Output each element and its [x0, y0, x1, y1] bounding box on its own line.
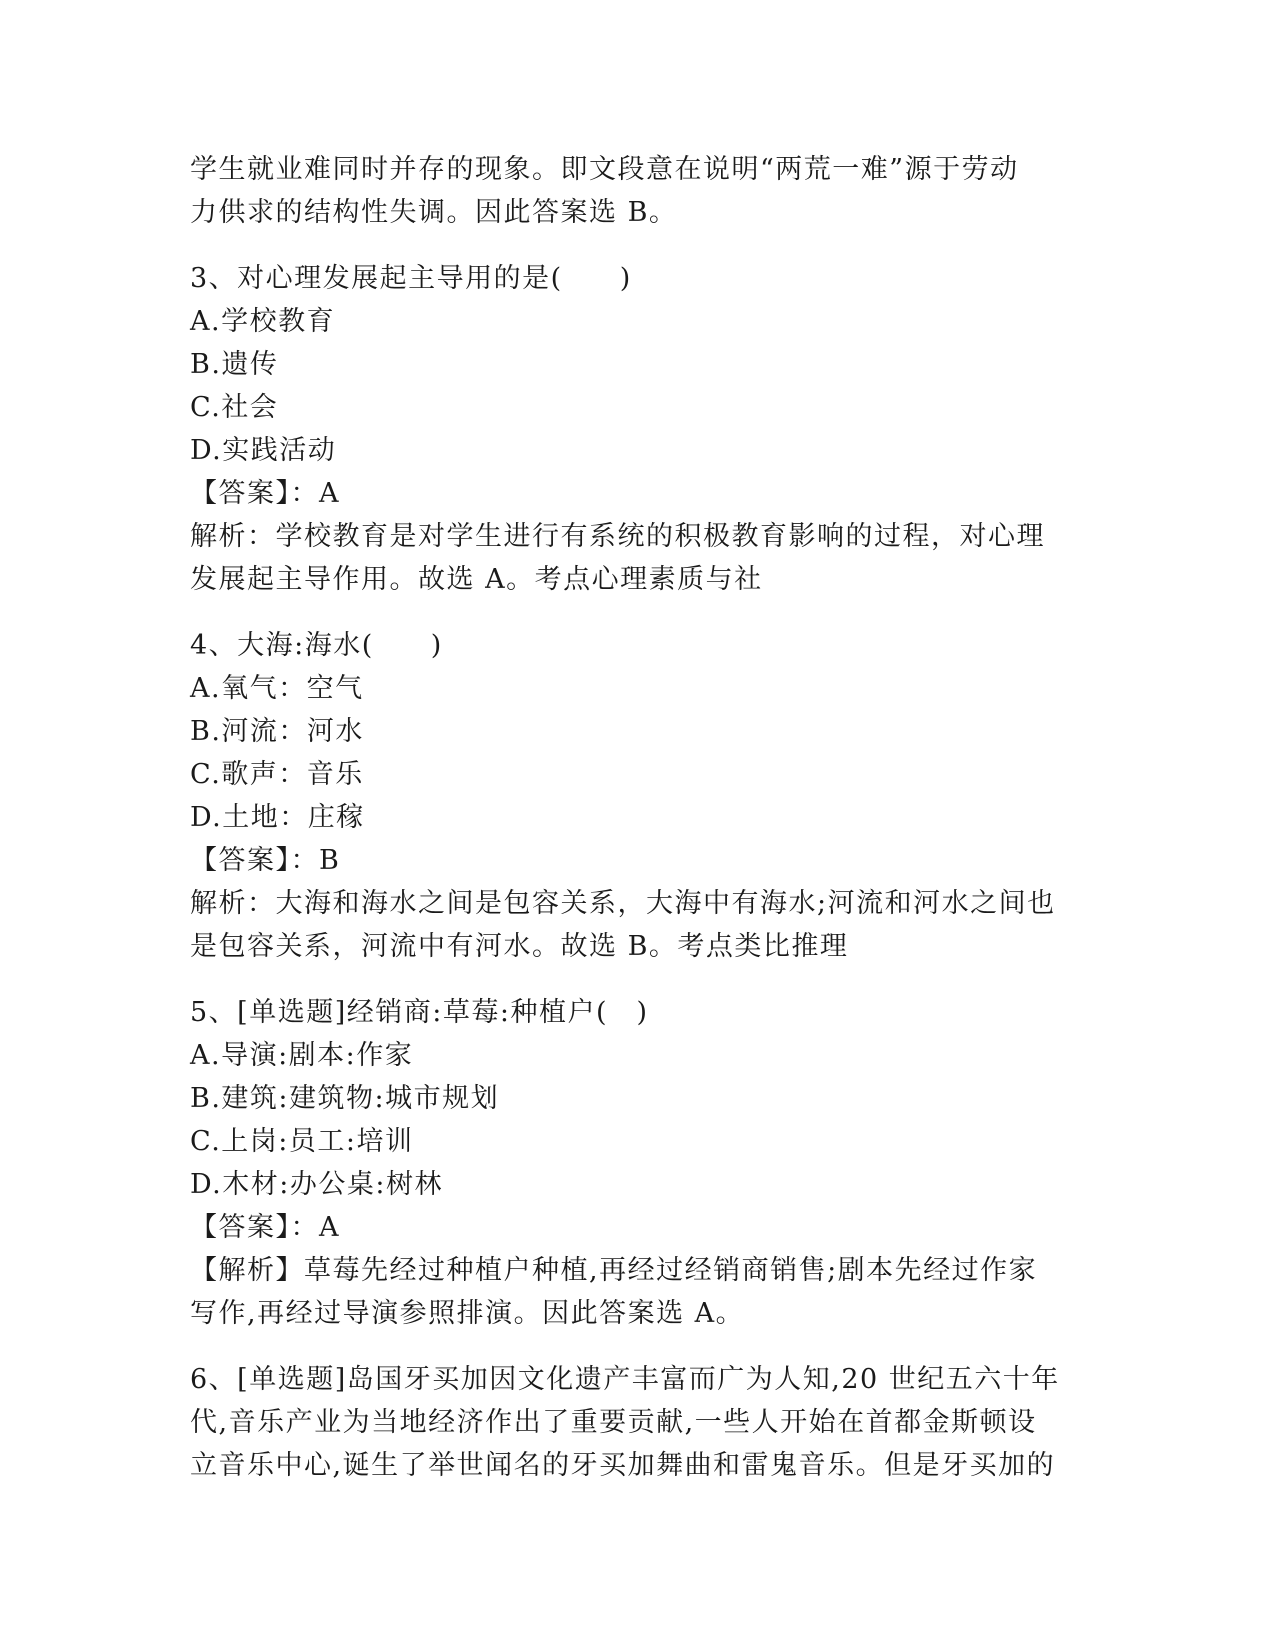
analysis-line: 【解析】草莓先经过种植户种植,再经过经销商销售;剧本先经过作家: [190, 1255, 1038, 1286]
answer-line: 【答案】：A: [190, 478, 340, 509]
option-a: A.学校教育: [190, 306, 336, 337]
option-b: B.遗传: [190, 349, 279, 380]
option-d: D.木材:办公桌:树林: [190, 1169, 443, 1200]
option-d: D.实践活动: [190, 435, 337, 466]
question-stem: 4、大海:海水( ): [190, 630, 443, 661]
question-stem: 5、[单选题]经销商:草莓:种植户( ): [190, 997, 649, 1028]
option-c: C.社会: [190, 392, 279, 423]
option-a: A.导演:剧本:作家: [190, 1040, 414, 1071]
answer-line: 【答案】：A: [190, 1212, 340, 1243]
analysis-line: 解析：学校教育是对学生进行有系统的积极教育影响的过程，对心理: [190, 521, 1045, 552]
intro-paragraph: [190, 148, 1090, 234]
option-a: A.氧气：空气: [190, 673, 364, 704]
analysis-line: 发展起主导作用。故选 A。考点心理素质与社: [190, 564, 763, 595]
question-stem: 3、对心理发展起主导用的是( ): [190, 263, 632, 294]
analysis-line: 是包容关系，河流中有河水。故选 B。考点类比推理: [190, 931, 849, 962]
question-6: [190, 1358, 1090, 1487]
document-page: [190, 148, 1090, 1487]
question-stem-line: 6、[单选题]岛国牙买加因文化遗产丰富而广为人知,20 世纪五六十年: [190, 1364, 1060, 1395]
option-c: C.歌声：音乐: [190, 759, 364, 790]
question-3: [190, 257, 1090, 601]
question-5: [190, 991, 1090, 1335]
option-b: B.建筑:建筑物:城市规划: [190, 1083, 500, 1114]
analysis-line: 写作,再经过导演参照排演。因此答案选 A。: [190, 1298, 745, 1329]
question-4: [190, 624, 1090, 968]
text-line: 力供求的结构性失调。因此答案选 B。: [190, 197, 678, 228]
option-b: B.河流：河水: [190, 716, 364, 747]
question-stem-line: 立音乐中心,诞生了举世闻名的牙买加舞曲和雷鬼音乐。但是牙买加的: [190, 1450, 1056, 1481]
analysis-line: 解析：大海和海水之间是包容关系，大海中有海水;河流和河水之间也: [190, 888, 1056, 919]
question-stem-line: 代,音乐产业为当地经济作出了重要贡献,一些人开始在首都金斯顿设: [190, 1407, 1037, 1438]
option-d: D.土地：庄稼: [190, 802, 365, 833]
option-c: C.上岗:员工:培训: [190, 1126, 414, 1157]
answer-line: 【答案】：B: [190, 845, 341, 876]
text-line: 学生就业难同时并存的现象。即文段意在说明“两荒一难”源于劳动: [190, 154, 1019, 185]
